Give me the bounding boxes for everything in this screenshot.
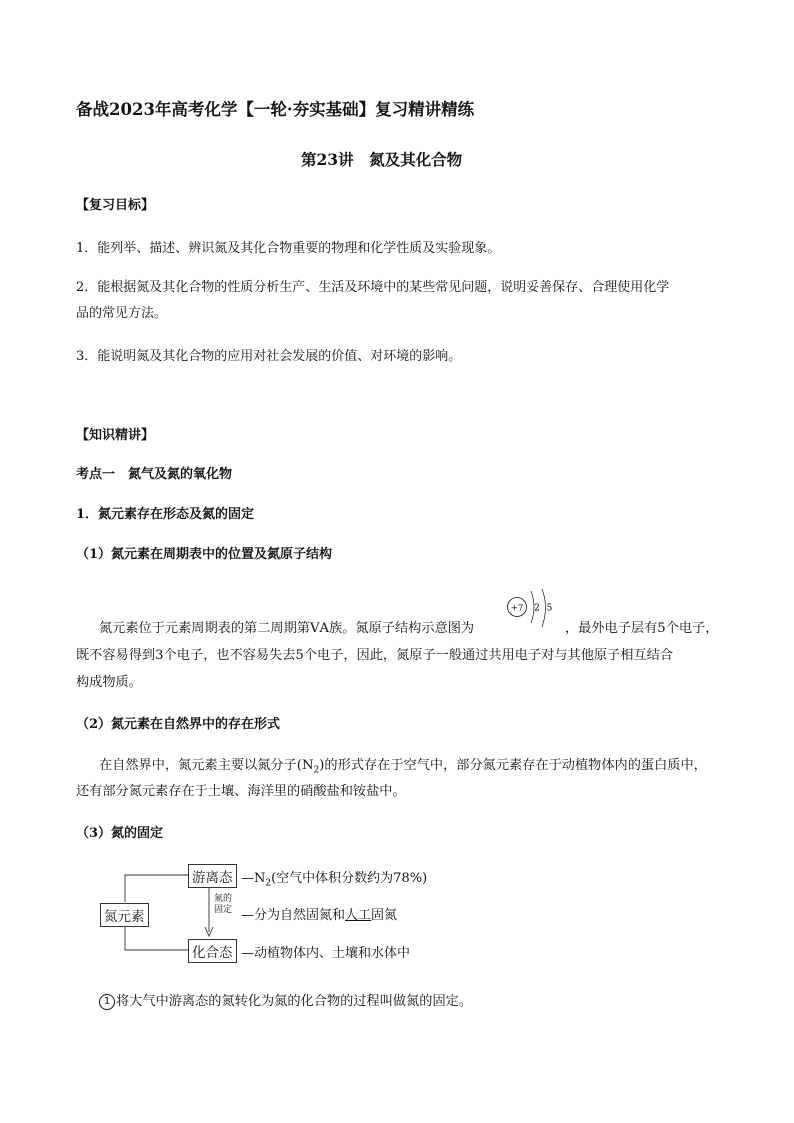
goals-heading: 【复习目标】 xyxy=(76,198,155,213)
nitrogen-fixation-diagram xyxy=(98,860,518,970)
free-state-description: $—N_2$(空气中体积分数约为78%) xyxy=(241,871,428,889)
combined-state-description: —动植物体内、土壤和水体中 xyxy=(241,946,411,961)
box-combined-state: 化合态 xyxy=(188,939,237,963)
fixation-note: 1 将大气中游离态的氮转化为氮的化合物的过程叫做氮的固定。 xyxy=(99,990,472,1010)
point-title: 考点一 氮气及氮的氧化物 xyxy=(76,467,233,482)
sub1-paragraph-line3: 构成物质。 xyxy=(76,675,142,690)
atom-shell2-label: 5 xyxy=(546,603,553,614)
sub3-title: （3）氮的固定 xyxy=(76,826,164,841)
section1-title: 1．氮元素存在形态及氮的固定 xyxy=(76,507,255,522)
fixation-label: 氮的 固定 xyxy=(214,894,233,915)
sub1-title: （1）氮元素在周期表中的位置及氮原子结构 xyxy=(76,547,333,562)
sub1-paragraph-line1b: ，最外电子层有5个电子， xyxy=(565,621,719,636)
sub2-paragraph-line1: 在自然界中，氮元素主要以氮分子$(N_2)$的形式存在于空气中，部分氮元素存在于动植物体内的蛋白质中， xyxy=(99,758,707,776)
root-box-nitrogen-element: 氮元素 xyxy=(100,903,149,927)
goal-item-2-cont: 品的常见方法。 xyxy=(76,306,168,321)
sub2-title: （2）氮元素在自然界中的存在形式 xyxy=(76,717,281,732)
atom-nucleus-label: +7 xyxy=(510,603,524,614)
fixation-description: —分为自然固氮和人工固氮 xyxy=(241,908,398,923)
goal-item-1: 1．能列举、描述、辨识氮及其化合物重要的物理和化学性质及实验现象。 xyxy=(76,241,501,256)
sub2-paragraph-line2: 还有部分氮元素存在于土壤、海洋里的硝酸盐和铵盐中。 xyxy=(76,784,406,799)
circled-number-1: 1 xyxy=(99,994,115,1010)
goal-item-3: 3．能说明氮及其化合物的应用对社会发展的价值、对环境的影响。 xyxy=(76,349,462,364)
knowledge-heading: 【知识精讲】 xyxy=(76,428,155,443)
box-free-state: 游离态 xyxy=(188,864,237,888)
lecture-title: 第23讲 氮及其化合物 xyxy=(301,150,463,169)
sub1-paragraph-line1a: 氮元素位于元素周期表的第二周期第ⅤA族。氮原子结构示意图为 xyxy=(99,621,475,636)
main-title: 备战2023年高考化学【一轮·夯实基础】复习精讲精练 xyxy=(76,100,475,119)
atom-shell1-label: 2 xyxy=(534,603,540,614)
nitrogen-atom-diagram xyxy=(504,588,568,632)
goal-item-2: 2．能根据氮及其化合物的性质分析生产、生活及环境中的某些常见问题，说明妥善保存、合理使用化学 xyxy=(76,280,670,295)
sub1-paragraph-line2: 既不容易得到3个电子，也不容易失去5个电子，因此，氮原子一般通过共用电子对与其他原子相互结合 xyxy=(76,648,674,663)
